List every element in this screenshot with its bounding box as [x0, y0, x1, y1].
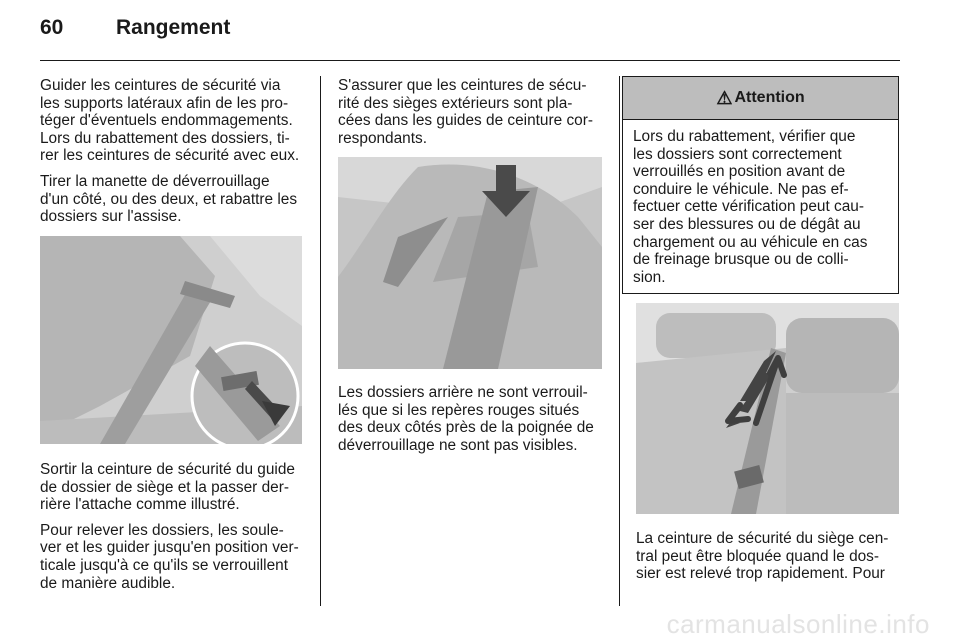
column-divider-1	[320, 76, 321, 606]
col1-paragraph-2: Tirer la manette de déverrouillage d'un côté, ou des deux, et rabattre les dossiers sur l'assise.	[40, 172, 298, 226]
column-1-lower	[40, 461, 305, 600]
figure-seat-belt-guide	[40, 236, 302, 444]
watermark: carmanualsonline.info	[666, 609, 930, 639]
warning-text: Lors du rabattement, vérifier que les dossiers sont correctement verrouillés en position avant de conduire le véhicule. Ne pas ef- fectuer cette vérification peut cau- ser des blessures ou de dégât au chargement ou au véhicule en cas de freinage brusque ou de colli- sion.	[633, 128, 868, 286]
column-3-lower	[636, 530, 902, 591]
col1-paragraph-3: Sortir la ceinture de sécurité du guide de dossier de siège et la passer der- rière l'attache comme illustré.	[40, 461, 295, 514]
col1-paragraph-4: Pour relever les dossiers, les soule- ver et les guider jusqu'en position ver- ticale jusqu'à ce qu'ils se verrouillent de manière audible.	[40, 521, 299, 592]
page-number: 60	[40, 16, 64, 39]
warning-box	[622, 76, 899, 294]
column-divider-2	[619, 76, 620, 606]
figure-center-belt	[636, 303, 899, 514]
page-title: Rangement	[116, 16, 231, 39]
warning-triangle-icon: ⚠	[716, 87, 733, 108]
column-1	[40, 77, 305, 234]
warning-title: Attention	[734, 89, 805, 106]
col2-paragraph-2: Les dossiers arrière ne sont verrouil- lés que si les repères rouges situés des deux côtés près de la poignée de déverrouillage ne sont pas visibles.	[338, 384, 594, 454]
header-rule	[40, 60, 900, 61]
col1-paragraph-1: Guider les ceintures de sécurité via les supports latéraux afin de les pro- téger d'éventuels endommagements. Lors du rabattement des dossiers, ti- rer les ceintures de sécurité avec eux.	[40, 77, 300, 165]
figure-belt-guide-top	[338, 157, 602, 369]
column-2	[338, 77, 603, 155]
warning-header	[623, 77, 898, 120]
col2-paragraph-1: S'assurer que les ceintures de sécu- rité des sièges extérieurs sont pla- cées dans les guides de ceinture cor- respondants.	[338, 77, 593, 147]
col3-paragraph-1: La ceinture de sécurité du siège cen- tral peut être bloquée quand le dos- sier est relevé trop rapidement. Pour	[636, 530, 889, 583]
column-2-lower	[338, 384, 603, 462]
